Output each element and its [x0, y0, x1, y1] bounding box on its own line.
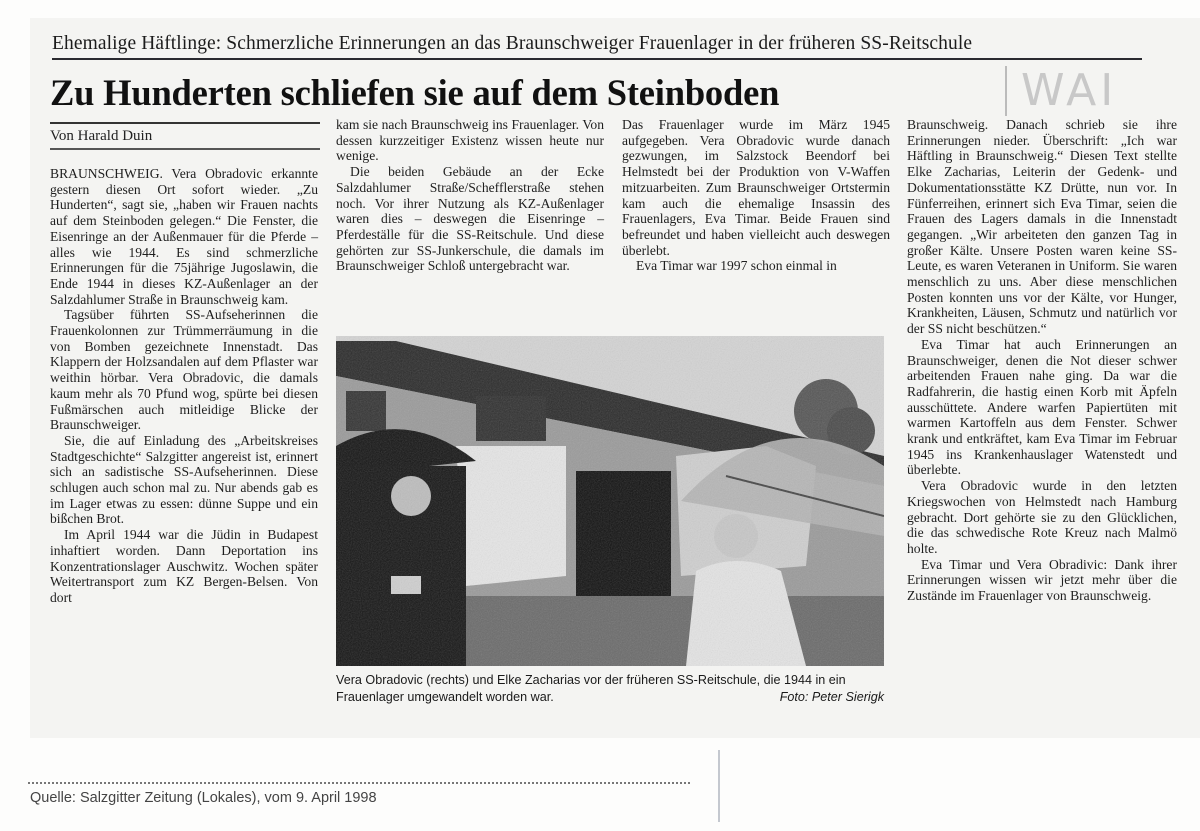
paragraph: Die beiden Gebäude an der Ecke Salzdahlumer Straße/Schefflerstraße stehen noch. Vor ihrer Nutzung als KZ-Außenlager waren dies – deswegen die Eisenringe – Pferdeställe für die SS-Reitschule. Und diese gehörten zur SS-Junkerschule, die damals im Braunschweiger Schloß untergebracht war. — [336, 164, 604, 274]
paragraph: Tagsüber führten SS-Aufseherinnen die Frauenkolonnen zur Trümmerräumung in die von Bomben gezeichnete Innenstadt. Das Klappern der Holzsandalen auf dem Pflaster war weithin hörbar. Vera Obradovic, die damals kaum mehr als 70 Pfund wog, spürte bei diesen Fußmärschen auch mitleidige Blicke der Braunschweiger. — [50, 307, 318, 433]
byline-box — [50, 122, 320, 150]
article-column-1 — [50, 166, 318, 606]
photo-illustration — [336, 336, 884, 666]
article-kicker: Ehemalige Häftlinge: Schmerzliche Erinnerungen an das Braunschweiger Frauenlager in der früheren SS-Reitschule — [52, 32, 1142, 60]
photo-credit: Foto: Peter Sierigk — [779, 690, 884, 704]
article-photo — [336, 336, 884, 666]
paragraph: kam sie nach Braunschweig ins Frauenlager. Von dessen kurzzeitiger Existenz wissen heute nur wenige. — [336, 117, 604, 164]
paragraph: Im April 1944 war die Jüdin in Budapest inhaftiert worden. Dann Deportation ins Konzentrationslager Auschwitz. Wochen später Weitertransport zum KZ Bergen-Belsen. Von dort — [50, 527, 318, 605]
article-column-3 — [622, 117, 890, 274]
paragraph: Vera Obradovic wurde in den letzten Kriegswochen von Helmstedt nach Hamburg gebracht. Dort gehörte sie zu den Glücklichen, die das schwedische Rote Kreuz nach Malmö holte. — [907, 478, 1177, 556]
paragraph: Braunschweig. Danach schrieb sie ihre Erinnerungen nieder. Überschrift: „Ich war Häftling in Braunschweig.“ Diesen Text stellte Elke Zacharias, Leiterin der Gedenk- und Dokumentationsstätte KZ Drütte, nun vor. In Fünferreihen, erinnert sich Eva Timar, seien die Frauen des Lagers damals in die Innenstadt gegangen. „Wir arbeiteten den ganzen Tag in großer Kälte. Unsere Posten waren keine SS-Leute, es waren Veteranen in Uniform. Sie waren menschlich zu uns. Aber diese menschlichen Posten konnten uns vor der Kälte, vor Hunger, Krankheiten, Läusen, Schmutz und natürlich vor der SS nicht beschützen.“ — [907, 117, 1177, 337]
paragraph: BRAUNSCHWEIG. Vera Obradovic erkannte gestern diesen Ort sofort wieder. „Zu Hunderten“, sagt sie, „haben wir Frauen nachts auf dem Steinboden gelegen.“ Die Fenster, die Eisenringe an der Außenmauer für die Pferde – alles wie 1944. Es sind schmerzliche Erinnerungen für die 75jährige Jugoslawin, die Ende 1944 in dieses KZ-Außenlager an der Salzdahlumer Straße in Braunschweig kam. — [50, 166, 318, 307]
photo-caption — [336, 672, 884, 706]
paragraph: Eva Timar hat auch Erinnerungen an Braunschweiger, denen die Not dieser schwer arbeitenden Frauen nahe ging. Da war die Radfahrerin, die hastig einen Korb mit Äpfeln ausschüttete. Andere warfen Papiertüten mit warmen Kartoffeln aus dem Fenster. Schwer krank und entkräftet, kam Eva Timar im Februar 1945 ins Krankenhauslager Watenstedt und überlebte. — [907, 336, 1177, 478]
article-column-2 — [336, 117, 604, 274]
masthead-fragment: WAI — [1005, 66, 1200, 116]
divider — [28, 782, 690, 784]
paragraph: Das Frauenlager wurde im März 1945 aufgegeben. Vera Obradovic wurde danach gezwungen, im Salzstock Beendorf bei Helmstedt bei der Produktion von V-Waffen mitzuarbeiten. Zum Braunschweiger Ortstermin kam auch die ehemalige Insassin des Frauenlagers, Eva Timar. Beide Frauen sind befreundet und haben vielleicht auch deswegen überlebt. — [622, 117, 890, 258]
page-edge-line — [718, 750, 720, 822]
caption-text: Vera Obradovic (rechts) und Elke Zacharias vor der früheren SS-Reitschule, die 1944 in ein Frauenlager umgewandelt worden war. — [336, 673, 846, 704]
article-column-4 — [907, 117, 1177, 604]
source-citation: Quelle: Salzgitter Zeitung (Lokales), vom 9. April 1998 — [30, 790, 377, 806]
paragraph: Eva Timar und Vera Obradivic: Dank ihrer Erinnerungen wissen wir jetzt mehr über die Zustände im Frauenlager von Braunschweig. — [907, 556, 1177, 604]
paragraph: Eva Timar war 1997 schon einmal in — [636, 258, 837, 274]
article-headline: Zu Hunderten schliefen sie auf dem Steinboden — [50, 72, 780, 113]
paragraph: Sie, die auf Einladung des „Arbeitskreises Stadtgeschichte“ Salzgitter angereist ist, erinnert sich an sadistische SS-Aufseherinnen. Diese schlugen auch schon mal zu. Nur abends gab es im Lager etwas zu essen: dünne Suppe und ein bißchen Brot. — [50, 432, 318, 527]
byline: Von Harald Duin — [50, 128, 153, 144]
